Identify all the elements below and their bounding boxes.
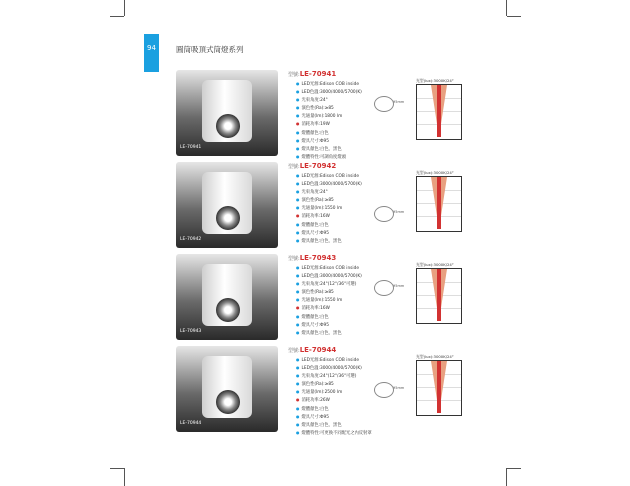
spec-item: ● 消耗功率:16W (296, 212, 362, 220)
polar-caption: 光型(lux):3000K/24° (416, 170, 454, 175)
crop-mark (507, 468, 521, 469)
spec-list (296, 172, 362, 245)
spec-item: ● 燈體特性:可更換不同配光之內反射罩 (296, 429, 372, 437)
spec-item: ● 燈體顏色:白色 (296, 313, 362, 321)
spec-item: ● 燈體顏色:白色 (296, 221, 362, 229)
crop-mark (110, 468, 124, 469)
dimension-drawing: 95mm (374, 380, 396, 402)
product-title: 型號:LE-70942 (288, 162, 337, 170)
spec-item: ● LED光源:Edison COB inside (296, 356, 372, 364)
spec-item: ● 燈具顏色:白色、黑色 (296, 237, 362, 245)
photo-caption: LE-70941 (180, 145, 202, 150)
photo-caption: LE-70943 (180, 329, 202, 334)
spec-list (296, 80, 362, 161)
dimension-drawing: 95mm (374, 94, 396, 116)
spec-item: ● 燈具顏色:白色、黑色 (296, 145, 362, 153)
spec-item: ● 燈具顏色:白色、黑色 (296, 329, 362, 337)
crop-mark (124, 0, 125, 16)
spec-item: ● 演色性(Ra):≥85 (296, 104, 362, 112)
polar-chart (416, 78, 462, 140)
polar-caption: 光型(lux):3000K/24° (416, 354, 454, 359)
dimension-drawing: 95mm (374, 278, 396, 300)
spec-item: ● LED色溫:3000/4000/5700(K) (296, 180, 362, 188)
spec-item: ● 燈體顏色:白色 (296, 129, 362, 137)
spec-item: ● 光束角度:24° (296, 96, 362, 104)
polar-chart (416, 262, 462, 324)
product-block (176, 70, 476, 160)
polar-chart (416, 354, 462, 416)
spec-item: ● LED色溫:3000/4000/5700(K) (296, 88, 362, 96)
spec-item: ● 燈具尺寸:Φ95 (296, 137, 362, 145)
crop-mark (110, 16, 124, 17)
product-block (176, 346, 476, 436)
spec-item: ● LED光源:Edison COB inside (296, 80, 362, 88)
spec-item: ● 光束角度:24° (296, 188, 362, 196)
page-tab (144, 34, 159, 72)
photo-caption: LE-70942 (180, 237, 202, 242)
polar-caption: 光型(lux):3000K/24° (416, 78, 454, 83)
crop-mark (506, 468, 507, 486)
spec-item: ● 燈具尺寸:Φ95 (296, 229, 362, 237)
product-photo (176, 346, 278, 432)
crop-mark (507, 16, 521, 17)
spec-item: ● 燈具顏色:白色、黑色 (296, 421, 372, 429)
polar-caption: 光型(lux):3000K/24° (416, 262, 454, 267)
spec-item: ● 演色性(Ra):≥85 (296, 380, 372, 388)
spec-item: ● LED色溫:3000/4000/5700(K) (296, 364, 372, 372)
category-title: 圓筒吸頂式筒燈系列 (176, 45, 244, 54)
spec-list (296, 356, 372, 437)
crop-mark (124, 468, 125, 486)
spec-item: ● 光通量(lm):1550 lm (296, 204, 362, 212)
spec-item: ● 燈具尺寸:Φ95 (296, 321, 362, 329)
spec-item: ● 光通量(lm):1550 lm (296, 296, 362, 304)
dimension-drawing: 95mm (374, 204, 396, 226)
spec-list (296, 264, 362, 337)
spec-item: ● 燈具尺寸:Φ95 (296, 413, 372, 421)
spec-item: ● 光束角度:24°(12°/36°可選) (296, 372, 372, 380)
spec-item: ● 光通量(lm):2500 lm (296, 388, 372, 396)
spec-item: ● 燈體特性:可調角度燈頭 (296, 153, 362, 161)
product-title: 型號:LE-70943 (288, 254, 337, 262)
spec-item: ● 消耗功率:19W (296, 120, 362, 128)
spec-item: ● LED色溫:3000/4000/5700(K) (296, 272, 362, 280)
spec-item: ● LED光源:Edison COB inside (296, 264, 362, 272)
product-photo (176, 70, 278, 156)
page-number: 94 (147, 44, 156, 52)
product-block (176, 162, 476, 252)
spec-item: ● 光通量(lm):1800 lm (296, 112, 362, 120)
product-photo (176, 254, 278, 340)
product-title: 型號:LE-70941 (288, 70, 337, 78)
spec-item: ● 演色性(Ra):≥85 (296, 288, 362, 296)
product-block (176, 254, 476, 344)
spec-item: ● LED光源:Edison COB inside (296, 172, 362, 180)
spec-item: ● 消耗功率:26W (296, 396, 372, 404)
polar-chart (416, 170, 462, 232)
spec-item: ● 演色性(Ra):≥85 (296, 196, 362, 204)
crop-mark (506, 0, 507, 16)
spec-item: ● 燈體顏色:白色 (296, 405, 372, 413)
spec-item: ● 消耗功率:16W (296, 304, 362, 312)
photo-caption: LE-70944 (180, 421, 202, 426)
product-title: 型號:LE-70944 (288, 346, 337, 354)
spec-item: ● 光束角度:24°(12°/36°可選) (296, 280, 362, 288)
product-photo (176, 162, 278, 248)
